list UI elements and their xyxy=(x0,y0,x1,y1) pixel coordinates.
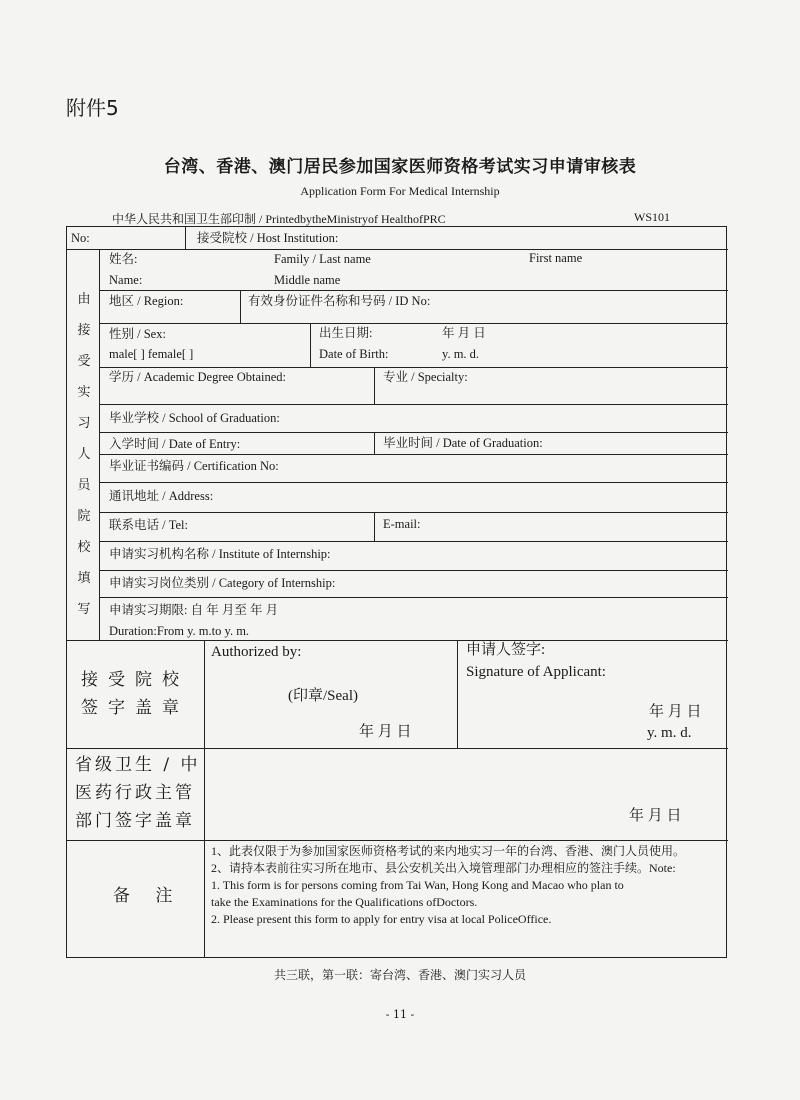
side-label-char: 习 xyxy=(77,416,91,431)
page-number: - 11 - xyxy=(385,1008,415,1021)
dob-label-en: Date of Birth: xyxy=(319,347,389,361)
duration-label-en: Duration:From y. m.to y. m. xyxy=(109,624,250,638)
dob-label-cn: 出生日期: xyxy=(319,326,373,340)
tel-label: 联系电话 / Tel: xyxy=(109,518,188,532)
side-label-char: 由 xyxy=(77,292,91,307)
specialty-label: 专业 / Specialty: xyxy=(383,370,468,384)
side-label-filled-by-host xyxy=(73,287,95,628)
side-label-char: 实 xyxy=(77,385,91,400)
provincial-label-line3: 部门签字盖章 xyxy=(75,811,195,831)
seal-label: (印章/Seal) xyxy=(288,688,358,704)
host-sign-label-line2: 签字盖章 xyxy=(81,698,189,718)
copies-footer: 共三联，第一联：寄台湾、香港、澳门实习人员 xyxy=(273,968,526,982)
authorized-by-label: Authorized by: xyxy=(211,644,302,660)
side-label-char: 人 xyxy=(77,447,91,462)
form-code: WS101 xyxy=(634,210,670,224)
applicant-signature-label-en: Signature of Applicant: xyxy=(466,664,606,680)
side-label-char: 写 xyxy=(77,602,91,617)
provincial-date: 年 月 日 xyxy=(629,808,682,824)
printed-by: 中华人民共和国卫生部印制 / PrintedbytheMinistryof HealthofPRC xyxy=(112,212,446,226)
side-label-char: 受 xyxy=(77,354,91,369)
form-subtitle: Application Form For Medical Internship xyxy=(300,184,500,198)
form-title: 台湾、香港、澳门居民参加国家医师资格考试实习申请审核表 xyxy=(163,157,637,177)
side-label-char: 校 xyxy=(77,540,91,555)
academic-degree-label: 学历 / Academic Degree Obtained: xyxy=(109,370,287,384)
first-name-label: First name xyxy=(529,251,583,265)
remarks-label: 备 注 xyxy=(113,886,183,906)
certification-no-label: 毕业证书编码 / Certification No: xyxy=(109,459,279,473)
provincial-label-line1: 省级卫生 / 中 xyxy=(75,755,201,775)
dob-ymd-cn: 年 月 日 xyxy=(442,326,486,340)
duration-label-cn: 申请实习期限: 自 年 月至 年 月 xyxy=(109,603,279,617)
sex-options: male[ ] female[ ] xyxy=(109,347,194,361)
institute-of-internship-label: 申请实习机构名称 / Institute of Internship: xyxy=(109,547,331,561)
id-number-label: 有效身份证件名称和号码 / ID No: xyxy=(248,294,431,308)
remark-note-5: 2. Please present this form to apply for entry visa at local PoliceOffice. xyxy=(211,912,552,926)
no-label: No: xyxy=(71,231,90,245)
side-label-char: 员 xyxy=(77,478,91,493)
applicant-date-en: y. m. d. xyxy=(647,725,692,741)
side-label-char: 填 xyxy=(77,571,91,586)
side-label-char: 接 xyxy=(77,323,91,338)
applicant-signature-label-cn: 申请人签字: xyxy=(466,642,546,658)
attachment-label: 附件5 xyxy=(66,96,119,120)
address-label: 通讯地址 / Address: xyxy=(109,489,214,503)
region-label: 地区 / Region: xyxy=(109,294,184,308)
school-label: 毕业学校 / School of Graduation: xyxy=(109,411,280,425)
date-of-entry-label: 入学时间 / Date of Entry: xyxy=(109,437,241,451)
date-of-graduation-label: 毕业时间 / Date of Graduation: xyxy=(383,436,543,450)
host-sign-date: 年 月 日 xyxy=(359,724,412,740)
middle-name-label: Middle name xyxy=(274,273,341,287)
category-of-internship-label: 申请实习岗位类别 / Category of Internship: xyxy=(109,576,336,590)
applicant-date-cn: 年 月 日 xyxy=(649,704,702,720)
name-label-cn: 姓名: xyxy=(109,252,138,266)
provincial-label-line2: 医药行政主管 xyxy=(75,783,195,803)
side-label-char: 院 xyxy=(77,509,91,524)
remark-note-1: 1、此表仅限于为参加国家医师资格考试的来内地实习一年的台湾、香港、澳门人员使用。 xyxy=(211,844,686,858)
host-institution-label: 接受院校 / Host Institution: xyxy=(197,231,339,245)
name-label-en: Name: xyxy=(109,273,143,287)
remark-note-2: 2、请持本表前往实习所在地市、县公安机关出入境管理部门办理相应的签注手续。Note: xyxy=(211,861,676,875)
remark-note-3: 1. This form is for persons coming from Tai Wan, Hong Kong and Macao who plan to xyxy=(211,878,624,892)
family-name-label: Family / Last name xyxy=(274,252,371,266)
remark-note-4: take the Examinations for the Qualifications ofDoctors. xyxy=(211,895,478,909)
host-sign-label-line1: 接受院校 xyxy=(81,670,189,690)
dob-ymd-en: y. m. d. xyxy=(442,347,480,361)
application-form-table xyxy=(66,226,727,958)
sex-label: 性别 / Sex: xyxy=(109,327,166,341)
email-label: E-mail: xyxy=(383,517,421,531)
